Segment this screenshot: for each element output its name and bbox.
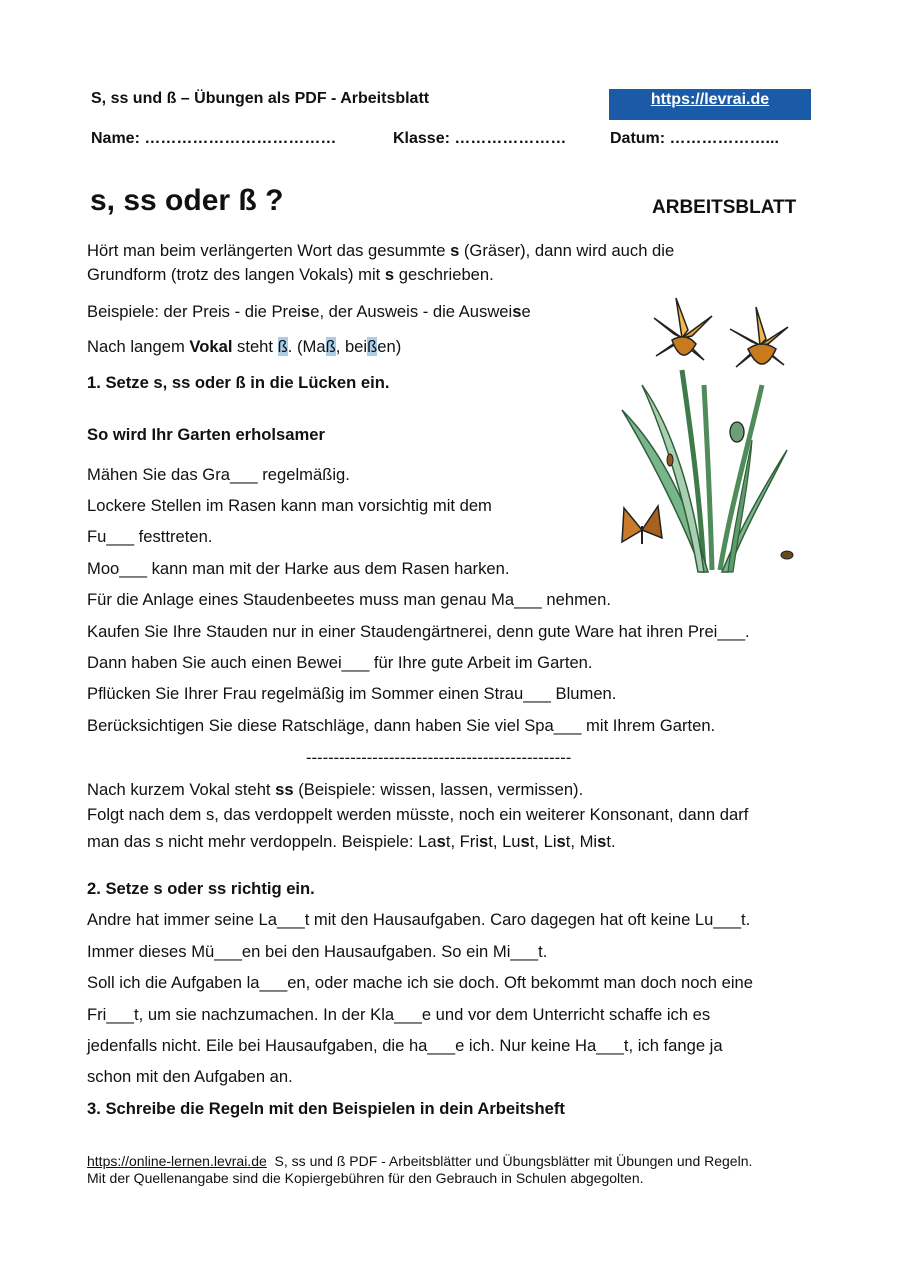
task-2-line: Immer dieses Mü___en bei den Hausaufgaben. So ein Mi___t. [87, 942, 548, 961]
daffodil-flower-illustration [612, 290, 812, 575]
task-1-title: 1. Setze s, ss oder ß in die Lücken ein. [87, 373, 390, 392]
page-title: s, ss oder ß ? [90, 184, 284, 217]
task-1-line: Lockere Stellen im Rasen kann man vorsichtig mit dem [87, 496, 492, 515]
date-field: Datum: ………………... [610, 130, 779, 147]
separator-line: ------------------------------------------------ [306, 748, 572, 767]
name-field: Name: ……………………………… [91, 130, 337, 147]
task-1-line: Für die Anlage eines Staudenbeetes muss man genau Ma___ nehmen. [87, 590, 611, 609]
task-1-line: Kaufen Sie Ihre Stauden nur in einer Staudengärtnerei, denn gute Ware hat ihren Prei___. [87, 622, 750, 641]
intro-rule: Nach langem Vokal steht ß. (Maß, beißen) [87, 337, 402, 356]
task-2-line: Fri___t, um sie nachzumachen. In der Kla___e und vor dem Unterricht schaffe ich es [87, 1005, 711, 1024]
task-1-line: Berücksichtigen Sie diese Ratschläge, dann haben Sie viel Spa___ mit Ihrem Garten. [87, 716, 716, 735]
task-2-line: Soll ich die Aufgaben la___en, oder mache ich sie doch. Oft bekommt man doch noch eine [87, 973, 754, 992]
task-1-line: Moo___ kann man mit der Harke aus dem Rasen harken. [87, 559, 510, 578]
worksheet-label: ARBEITSBLATT [652, 197, 797, 218]
levrai-link[interactable]: https://levrai.de [609, 89, 811, 120]
intro-examples: Beispiele: der Preis - die Preise, der Ausweis - die Ausweise [87, 302, 531, 321]
task-1-line: Mähen Sie das Gra___ regelmäßig. [87, 465, 350, 484]
intro-line-1: Hört man beim verlängerten Wort das gesummte s (Gräser), dann wird auch die [87, 241, 675, 260]
task-2-line: schon mit den Aufgaben an. [87, 1067, 293, 1086]
footer-link[interactable]: https://online-lernen.levrai.de [87, 1153, 267, 1169]
task-2-line: Andre hat immer seine La___t mit den Hausaufgaben. Caro dagegen hat oft keine Lu___t. [87, 910, 751, 929]
task-3-title: 3. Schreibe die Regeln mit den Beispielen in dein Arbeitsheft [87, 1099, 565, 1118]
footer-line-1: https://online-lernen.levrai.de S, ss und ß PDF - Arbeitsblätter und Übungsblätter mit Übungen und Regeln. [87, 1153, 753, 1169]
task-1-line: Pflücken Sie Ihrer Frau regelmäßig im Sommer einen Strau___ Blumen. [87, 684, 617, 703]
footer [87, 1153, 752, 1187]
class-field: Klasse: ………………… [393, 130, 567, 147]
rule2-line-2: Folgt nach dem s, das verdoppelt werden müsste, noch ein weiterer Konsonant, dann darf [87, 805, 749, 824]
rule2-line-1: Nach kurzem Vokal steht ss (Beispiele: wissen, lassen, vermissen). [87, 780, 584, 799]
intro-line-2: Grundform (trotz des langen Vokals) mit s geschrieben. [87, 265, 494, 284]
task-2-title: 2. Setze s oder ss richtig ein. [87, 879, 315, 898]
worksheet-header-title: S, ss und ß – Übungen als PDF - Arbeitsblatt [91, 90, 430, 107]
rule2-line-3: man das s nicht mehr verdoppeln. Beispiele: Last, Frist, Lust, List, Mist. [87, 832, 616, 851]
task-2-line: jedenfalls nicht. Eile bei Hausaufgaben, die ha___e ich. Nur keine Ha___t, ich fange ja [87, 1036, 723, 1055]
footer-line-2: Mit der Quellenangabe sind die Kopiergebühren für den Gebrauch in Schulen abgegolten. [87, 1170, 644, 1186]
task-1-line: Fu___ festtreten. [87, 527, 213, 546]
task-1-line: Dann haben Sie auch einen Bewei___ für Ihre gute Arbeit im Garten. [87, 653, 593, 672]
task-1-subtitle: So wird Ihr Garten erholsamer [87, 425, 325, 444]
